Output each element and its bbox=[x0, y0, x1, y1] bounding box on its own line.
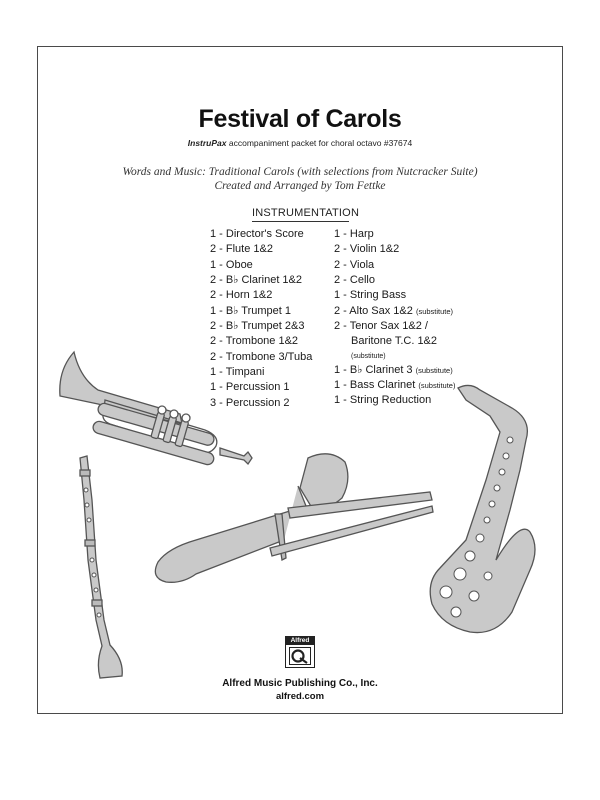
logo-label: Alfred bbox=[286, 637, 314, 645]
logo-emblem-icon bbox=[289, 647, 311, 665]
brand-name: InstruPax bbox=[187, 138, 227, 148]
instrument-note: (substitute) bbox=[415, 306, 454, 316]
instrument-item: 1 - Director's Score bbox=[210, 228, 304, 240]
instrument-item: 1 - Percussion 1 bbox=[210, 381, 290, 394]
credits-words-music: Words and Music: Traditional Carols (with selections from Nutcracker Suite) bbox=[122, 166, 478, 178]
packet-description: accompaniment packet for choral octavo #37674 bbox=[226, 138, 413, 148]
instrument-label: 1 - Bass Clarinet bbox=[334, 379, 416, 392]
instrument-note: (substitute) bbox=[418, 381, 456, 391]
instrument-note: (substitute) bbox=[351, 352, 386, 360]
clarinet-illustration bbox=[80, 456, 122, 678]
publisher-website: alfred.com bbox=[275, 691, 325, 702]
instrument-item: 2 - B♭ Trumpet 2&3 bbox=[210, 320, 305, 333]
instrument-label: 2 - Violin 1&2 bbox=[334, 243, 400, 256]
instrument-label: 2 - Alto Sax 1&2 bbox=[334, 304, 413, 317]
publisher-name: Alfred Music Publishing Co., Inc. bbox=[222, 678, 378, 689]
trumpet-illustration bbox=[60, 352, 252, 466]
instrument-label: 2 - Cello bbox=[334, 274, 375, 287]
instrument-label: Baritone T.C. 1&2 bbox=[351, 335, 438, 348]
instrument-label: 2 - Tenor Sax 1&2 / bbox=[334, 320, 428, 333]
page-title: Festival of Carols bbox=[198, 105, 402, 133]
instrument-item: 2 - Trombone 3/Tuba bbox=[210, 350, 313, 363]
instrument-item: 1 - B♭ Trumpet 1 bbox=[210, 304, 291, 317]
instrument-item: 3 - Percussion 2 bbox=[210, 396, 290, 409]
instrumentation-heading: INSTRUMENTATION bbox=[252, 207, 349, 222]
instrument-label: 1 - B♭ Clarinet 3 bbox=[334, 363, 413, 376]
instrument-item: 2 - B♭ Clarinet 1&2 bbox=[210, 274, 303, 287]
publisher-logo bbox=[285, 636, 315, 668]
instrument-item: 1 - Oboe bbox=[210, 258, 253, 271]
instrument-label: 1 - String Bass bbox=[334, 289, 407, 302]
trombone-illustration bbox=[155, 454, 433, 582]
instrument-item: 1 - Timpani bbox=[210, 366, 265, 379]
saxophone-illustration bbox=[430, 385, 535, 632]
instrument-item: 2 - Trombone 1&2 bbox=[210, 335, 299, 348]
instrument-note: (substitute) bbox=[415, 365, 453, 375]
instrument-item: 2 - Flute 1&2 bbox=[210, 243, 273, 256]
credits-arranger: Created and Arranged by Tom Fettke bbox=[214, 180, 386, 192]
instrument-label: 2 - Viola bbox=[334, 258, 375, 271]
instrument-label: 1 - Harp bbox=[334, 228, 374, 240]
instrument-item: 2 - Horn 1&2 bbox=[210, 289, 273, 302]
instrument-label: 1 - String Reduction bbox=[334, 394, 432, 407]
